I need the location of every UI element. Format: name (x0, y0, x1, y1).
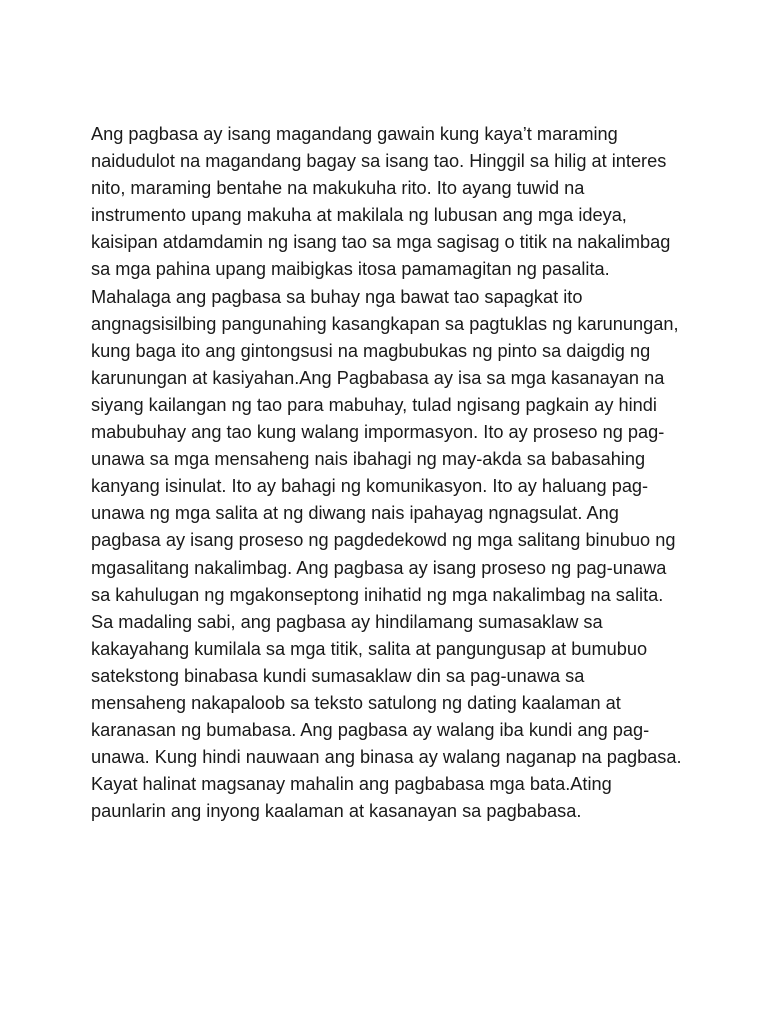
text-line: Kayat halinat magsanay mahalin ang pagbabasa mga bata.Ating (91, 774, 612, 795)
text-line: Ang pagbasa ay isang magandang gawain kung kaya’t maraming (91, 124, 618, 144)
text-line: kakayahang kumilala sa mga titik, salita at pangungusap at bumubuo (91, 638, 648, 659)
text-line: kaisipan atdamdamin ng isang tao sa mga sagisag o titik na nakalimbag (91, 232, 671, 253)
text-line: kung baga ito ang gintongsusi na magbubukas ng pinto sa daigdig ng (91, 340, 651, 361)
text-line: Sa madaling sabi, ang pagbasa ay hindilamang sumasaklaw sa (91, 611, 603, 632)
text-line: paunlarin ang inyong kaalaman at kasanayan sa pagbabasa. (91, 801, 582, 822)
text-line: karanasan ng bumabasa. Ang pagbasa ay walang iba kundi ang pag- (91, 720, 650, 741)
text-line: siyang kailangan ng tao para mabuhay, tulad ngisang pagkain ay hindi (91, 394, 657, 415)
text-line: unawa. Kung hindi nauwaan ang binasa ay walang naganap na pagbasa. (91, 747, 682, 768)
text-line: Mahalaga ang pagbasa sa buhay nga bawat tao sapagkat ito (91, 286, 583, 307)
text-line: nito, maraming bentahe na makukuha rito. Ito ayang tuwid na (91, 178, 585, 199)
text-line: unawa ng mga salita at ng diwang nais ipahayag ngnagsulat. Ang (91, 503, 619, 524)
text-line: sa kahulugan ng mgakonseptong inihatid ng mga nakalimbag na salita. (91, 584, 664, 605)
text-line: kanyang isinulat. Ito ay bahagi ng komunikasyon. Ito ay haluang pag- (91, 476, 649, 497)
text-line: satekstong binabasa kundi sumasaklaw din sa pag-unawa sa (91, 665, 585, 686)
text-line: naidudulot na magandang bagay sa isang tao. Hinggil sa hilig at interes (91, 151, 667, 172)
text-line: angnagsisilbing pangunahing kasangkapan sa pagtuklas ng karunungan, (91, 313, 679, 334)
text-line: pagbasa ay isang proseso ng pagdedekowd ng mga salitang binubuo ng (91, 530, 676, 551)
text-line: sa mga pahina upang maibigkas itosa pamamagitan ng pasalita. (91, 259, 610, 280)
text-line: mabubuhay ang tao kung walang impormasyon. Ito ay proseso ng pag- (91, 422, 665, 443)
text-line: unawa sa mga mensaheng nais ibahagi ng may-akda sa babasahing (91, 449, 646, 470)
body-paragraph (91, 121, 711, 825)
text-line: mensaheng nakapaloob sa teksto satulong ng dating kaalaman at (91, 692, 621, 713)
text-line: instrumento upang makuha at makilala ng lubusan ang mga ideya, (91, 205, 627, 226)
text-line: karunungan at kasiyahan.Ang Pagbabasa ay isa sa mga kasanayan na (91, 367, 665, 388)
text-line: mgasalitang nakalimbag. Ang pagbasa ay isang proseso ng pag-unawa (91, 557, 667, 578)
